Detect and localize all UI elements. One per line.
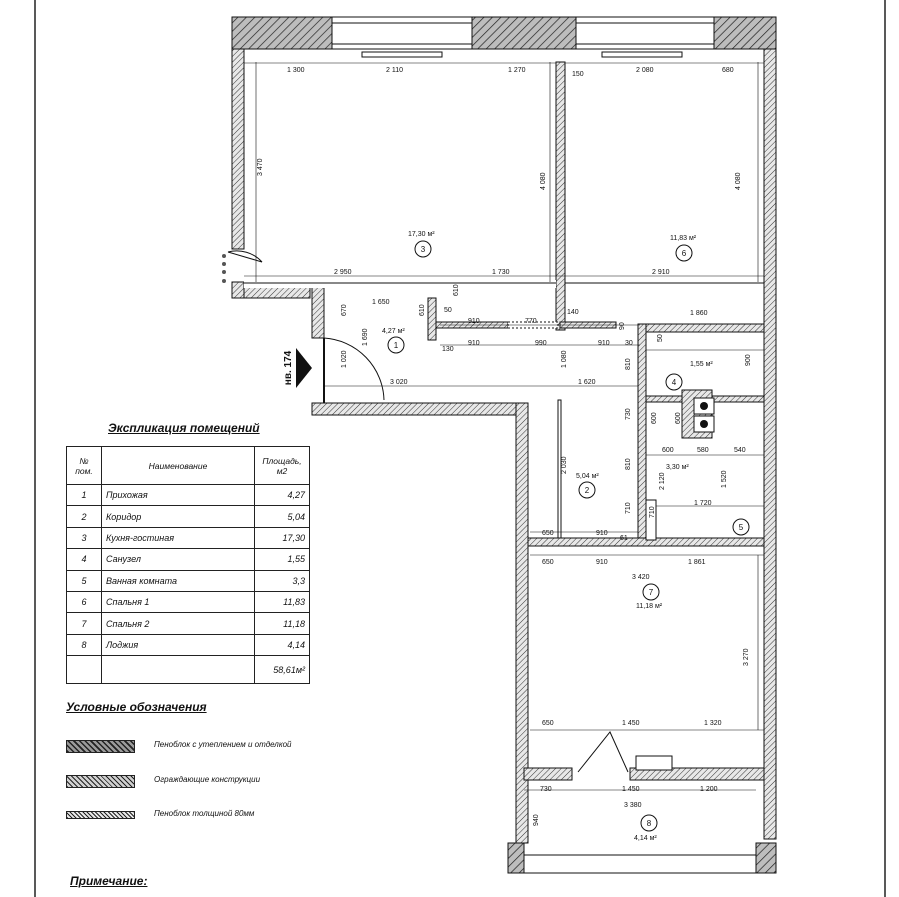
- legend-title: Условные обозначения: [66, 700, 207, 714]
- room-6-number: 6: [681, 249, 687, 258]
- dimension-labels: [257, 67, 752, 826]
- room-2-marker: [576, 473, 599, 498]
- table-row: [67, 549, 310, 570]
- dim-label: 940: [533, 814, 540, 826]
- header-name: Наименование: [102, 447, 255, 485]
- dim-label: 670: [341, 304, 348, 316]
- row-num: 4: [67, 549, 102, 570]
- dim-label: 1 020: [341, 350, 348, 368]
- room-1-area: 4,27 м²: [382, 328, 405, 335]
- dim-label: 650: [542, 559, 554, 566]
- row-name: Ванная комната: [102, 570, 255, 591]
- row-area: 11,18: [255, 613, 310, 634]
- dim-label: 1 730: [492, 269, 510, 276]
- dim-label: 140: [567, 309, 579, 316]
- dim-label: 3 470: [257, 158, 264, 176]
- dim-label: 1 270: [508, 67, 526, 74]
- dim-label: 2 120: [659, 472, 666, 490]
- dim-label: 1 450: [622, 786, 640, 793]
- explication-title: Экспликация помещений: [108, 421, 260, 435]
- dim-label: 3 020: [390, 379, 408, 386]
- dim-label: 650: [542, 720, 554, 727]
- legend-label: Пеноблок толщиной 80мм: [154, 809, 255, 818]
- row-area: 3,3: [255, 570, 310, 591]
- dim-label: 810: [625, 458, 632, 470]
- room-2-number: 2: [584, 486, 590, 495]
- room-7-area: 11,18 м²: [636, 603, 663, 610]
- room-5-number: 5: [738, 523, 744, 532]
- row-num: 7: [67, 613, 102, 634]
- dim-label: 1 300: [287, 67, 305, 74]
- dim-label: 2 910: [652, 269, 670, 276]
- table-row: [67, 613, 310, 634]
- dim-label: 50: [657, 334, 664, 342]
- dim-label: 3 270: [743, 648, 750, 666]
- dim-label: 810: [625, 358, 632, 370]
- dim-label: 61: [620, 535, 628, 542]
- dim-label: 1 861: [688, 559, 706, 566]
- room-4-area: 1,55 м²: [690, 361, 713, 368]
- dim-label: 150: [572, 71, 584, 78]
- dim-label: 3 420: [632, 574, 650, 581]
- dim-label: 910: [596, 559, 608, 566]
- row-num: 1: [67, 485, 102, 506]
- room-2-area: 5,04 м²: [576, 473, 599, 480]
- dim-label: 2 110: [386, 67, 403, 74]
- room-8-number: 8: [646, 819, 652, 828]
- legend-swatch-insulated: [66, 740, 135, 753]
- dim-label: 680: [722, 67, 734, 74]
- row-area: 5,04: [255, 506, 310, 527]
- room-3-number: 3: [420, 245, 426, 254]
- dim-label: 910: [468, 340, 480, 347]
- dim-label: 770: [525, 318, 537, 325]
- dim-label: 540: [734, 447, 746, 454]
- room-7-number: 7: [648, 588, 654, 597]
- row-name: Спальня 1: [102, 591, 255, 612]
- header-area: Площадь, м2: [255, 447, 310, 485]
- room-6-area: 11,83 м²: [670, 235, 697, 242]
- table-row: [67, 485, 310, 506]
- dim-label: 730: [540, 786, 552, 793]
- table-total-row: [67, 656, 310, 684]
- row-name: Коридор: [102, 506, 255, 527]
- room-8-area: 4,14 м²: [634, 835, 657, 842]
- dim-label: 610: [453, 284, 460, 296]
- row-area: 11,83: [255, 591, 310, 612]
- dim-label: 610: [419, 304, 426, 316]
- exterior-walls: [232, 17, 776, 873]
- row-name: Прихожая: [102, 485, 255, 506]
- room-1-marker: [382, 328, 405, 353]
- dim-label: 990: [535, 340, 547, 347]
- row-num: 8: [67, 634, 102, 655]
- table-row: [67, 570, 310, 591]
- dim-label: 4 080: [540, 172, 547, 190]
- dim-label: 650: [542, 530, 554, 537]
- dim-label: 910: [596, 530, 608, 537]
- explication-table: [66, 446, 310, 684]
- dim-label: 1 720: [694, 500, 712, 507]
- dim-label: 1 650: [372, 299, 390, 306]
- dim-label: 2 080: [636, 67, 654, 74]
- header-num: № пом.: [67, 447, 102, 485]
- room-6-marker: [670, 235, 697, 261]
- dim-label: 910: [598, 340, 610, 347]
- row-area: 1,55: [255, 549, 310, 570]
- room-8-marker: [634, 815, 657, 842]
- dim-label: 2 950: [334, 269, 352, 276]
- note-title: Примечание:: [70, 874, 148, 888]
- dim-label: 1 450: [622, 720, 640, 727]
- dim-label: 600: [675, 412, 682, 424]
- row-num: 2: [67, 506, 102, 527]
- dim-label: 1 690: [362, 328, 369, 346]
- row-num: 3: [67, 527, 102, 548]
- dim-label: 1 620: [578, 379, 596, 386]
- entrance-arrow: [296, 348, 312, 388]
- row-name: Кухня-гостиная: [102, 527, 255, 548]
- room-3-area: 17,30 м²: [408, 231, 435, 238]
- dim-label: 4 080: [735, 172, 742, 190]
- dim-label: 50: [444, 307, 452, 314]
- row-area: 4,27: [255, 485, 310, 506]
- row-area: 4,14: [255, 634, 310, 655]
- table-row: [67, 591, 310, 612]
- legend-label: Пеноблок с утеплением и отделкой: [154, 740, 292, 749]
- row-num: 6: [67, 591, 102, 612]
- room-1-number: 1: [393, 341, 399, 350]
- dim-label: 1 200: [700, 786, 718, 793]
- dim-label: 130: [442, 346, 454, 353]
- dim-label: 730: [625, 408, 632, 420]
- legend-swatch-80mm: [66, 811, 135, 819]
- elevation-mark: нв. 174: [283, 350, 294, 386]
- table-row: [67, 527, 310, 548]
- dim-label: 580: [697, 447, 709, 454]
- table-row: [67, 506, 310, 527]
- dim-label: 3 380: [624, 802, 642, 809]
- dim-label: 1 520: [721, 470, 728, 488]
- dim-label: 30: [625, 340, 633, 347]
- dim-label: 910: [468, 318, 480, 325]
- dim-label: 710: [625, 502, 632, 514]
- dim-label: 2 030: [561, 456, 568, 474]
- row-name: Спальня 2: [102, 613, 255, 634]
- room-5-area: 3,30 м²: [666, 464, 689, 471]
- dim-label: 600: [662, 447, 674, 454]
- dim-label: 1 320: [704, 720, 722, 727]
- row-name: Санузел: [102, 549, 255, 570]
- legend-swatch-enclosing: [66, 775, 135, 788]
- table-row: [67, 634, 310, 655]
- dim-label: 710: [649, 506, 656, 518]
- dim-label: 1 860: [690, 310, 708, 317]
- row-area: 17,30: [255, 527, 310, 548]
- total-area: 58,61м²: [255, 656, 310, 684]
- legend-label: Ограждающие конструкции: [154, 775, 261, 784]
- row-name: Лоджия: [102, 634, 255, 655]
- room-4-marker: [666, 361, 713, 390]
- dim-label: 600: [651, 412, 658, 424]
- room-3-marker: [408, 231, 435, 257]
- dim-label: 1 080: [561, 350, 568, 368]
- table-header-row: [67, 447, 310, 485]
- room-4-number: 4: [671, 378, 677, 387]
- room-7-marker: [636, 584, 663, 610]
- row-num: 5: [67, 570, 102, 591]
- dim-label: 900: [745, 354, 752, 366]
- dim-label: 90: [619, 322, 626, 330]
